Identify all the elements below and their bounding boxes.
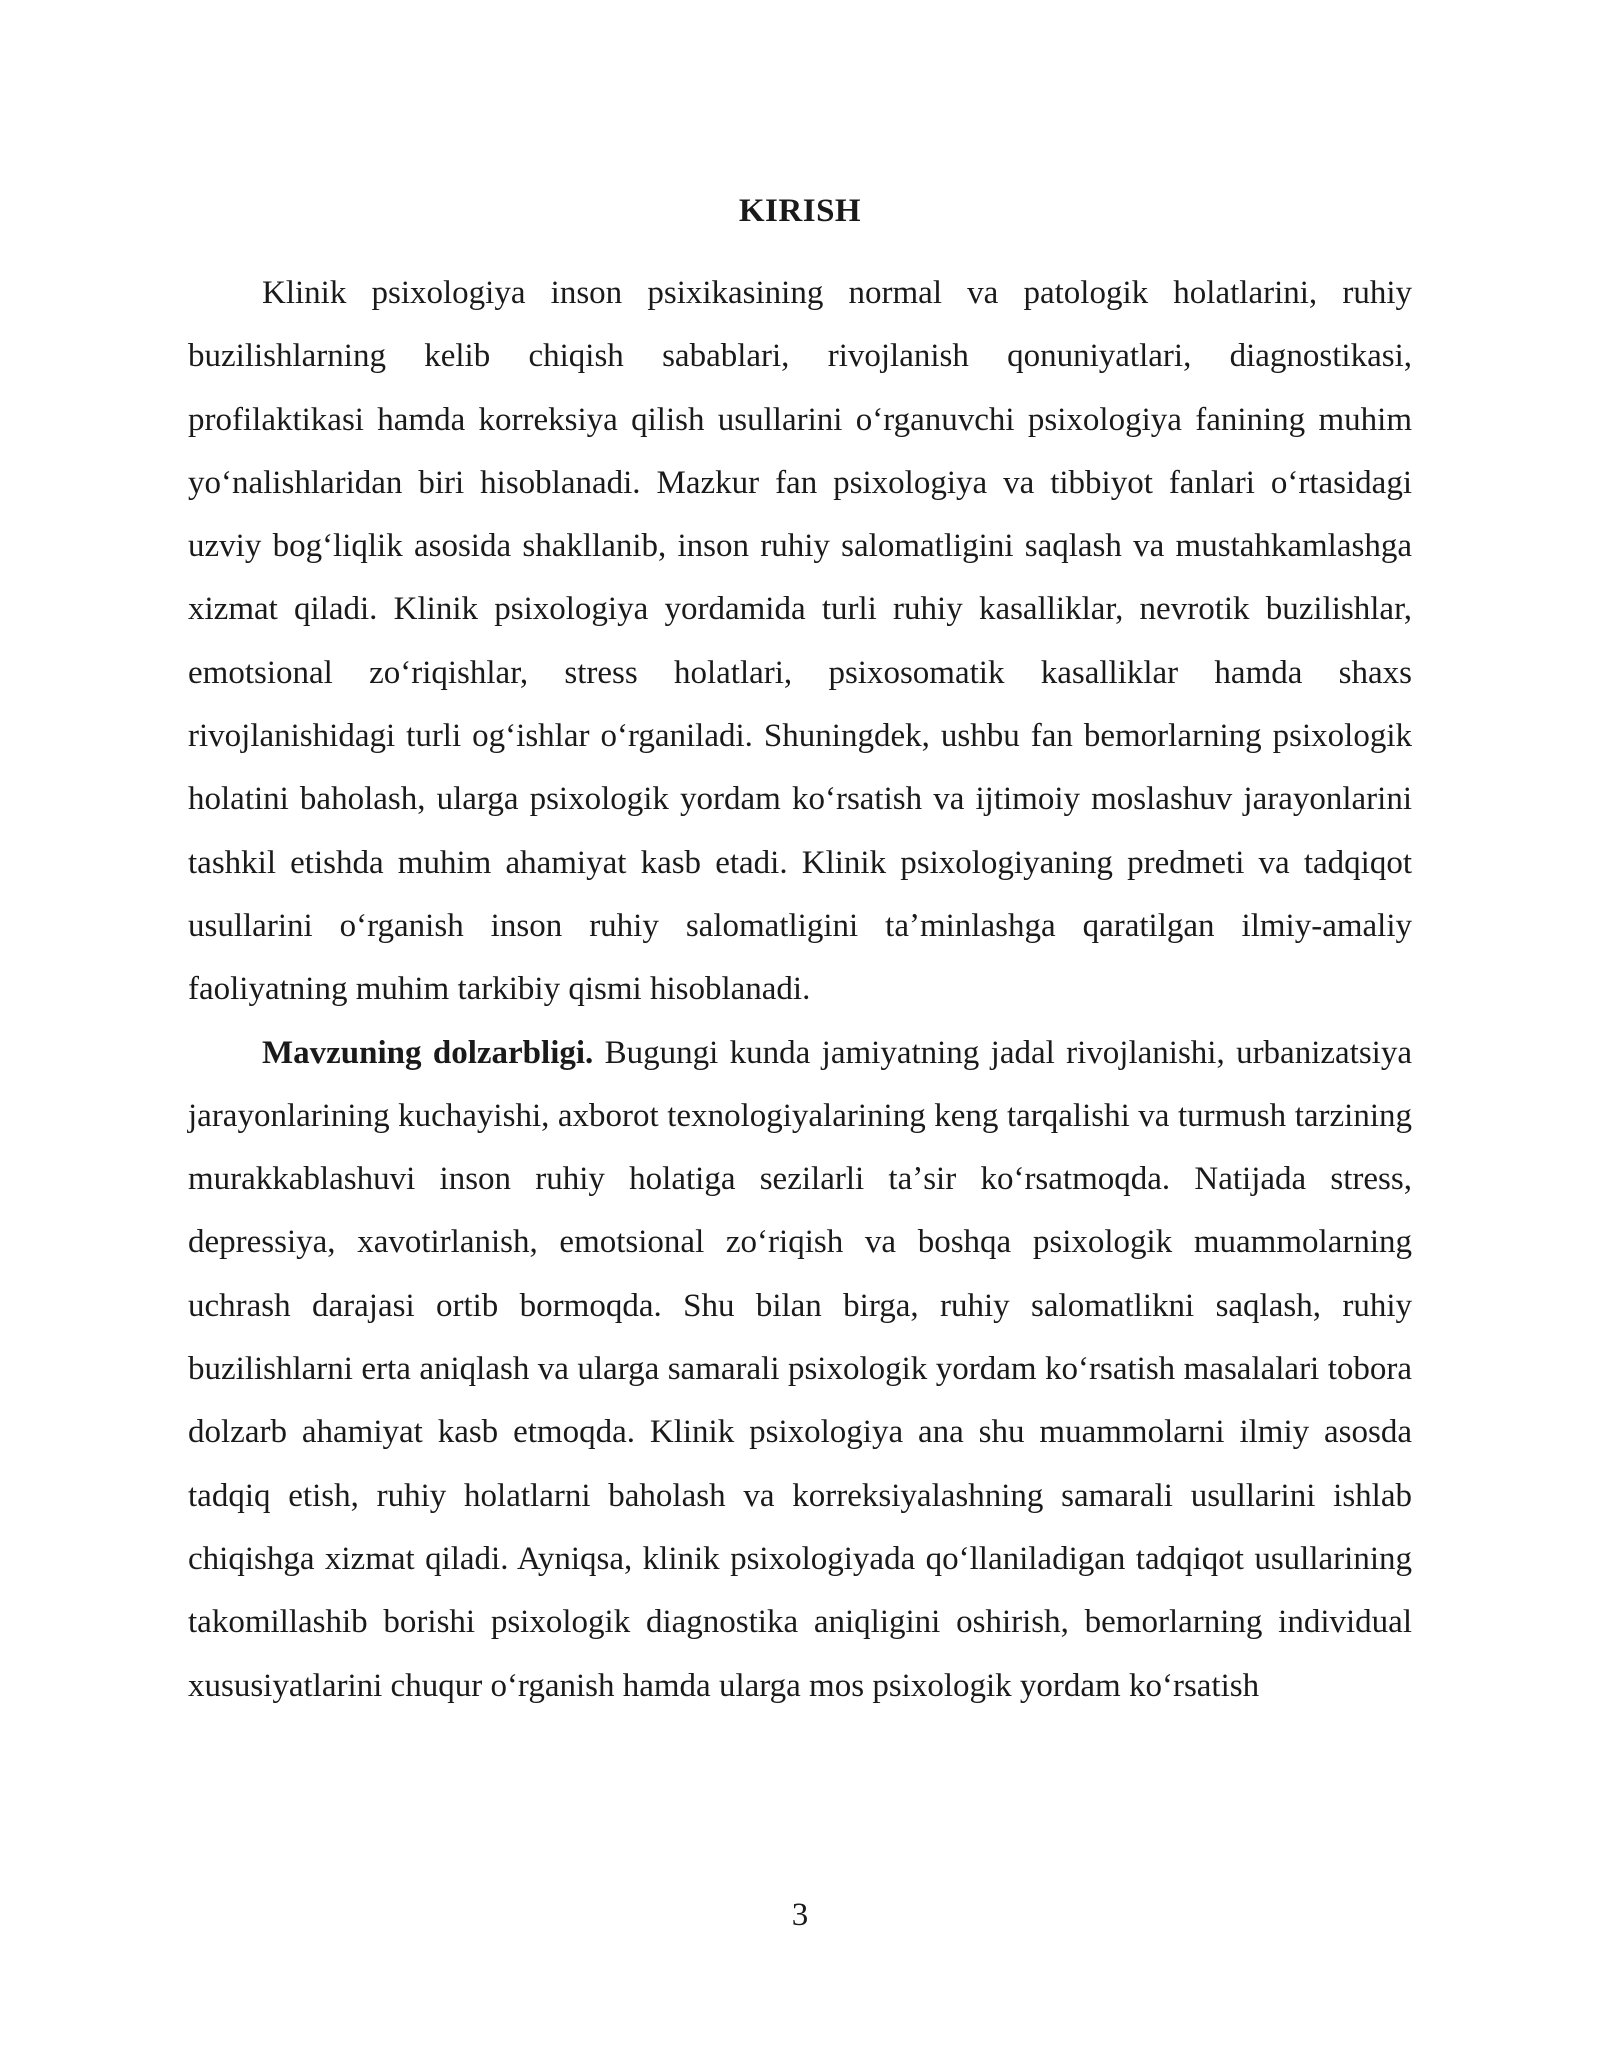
intro-paragraph: Klinik psixologiya inson psixikasining normal va patologik holatlarini, ruhiy buzilishlarning kelib chiqish sabablari, rivojlanish qonuniyatlari, diagnostikasi, profilaktikasi hamda korreksiya qilish usullarini oʻrganuvchi psixologiya fanining muhim yoʻnalishlaridan biri hisoblanadi. Mazkur fan psixologiya va tibbiyot fanlari oʻrtasidagi uzviy bogʻliqlik asosida shakllanib, inson ruhiy salomatligini saqlash va mustahkamlashga xizmat qiladi. Klinik psixologiya yordamida turli ruhiy kasalliklar, nevrotik buzilishlar, emotsional zoʻriqishlar, stress holatlari, psixosomatik kasalliklar hamda shaxs rivojlanishidagi turli ogʻishlar oʻrganiladi. Shuningdek, ushbu fan bemorlarning psixologik holatini baholash, ularga psixologik yordam koʻrsatish va ijtimoiy moslashuv jarayonlarini tashkil etishda muhim ahamiyat kasb etadi. Klinik psixologiyaning predmeti va tadqiqot usullarini oʻrganish inson ruhiy salomatligini taʼminlashga qaratilgan ilmiy-amaliy faoliyatning muhim tarkibiy qismi hisoblanadi. [188,275,1412,1008]
document-body [188,262,1412,1718]
page-number: 3 [791,1897,809,1933]
relevance-text: Bugungi kunda jamiyatning jadal rivojlanishi, urbanizatsiya jarayonlarining kuchayishi, axborot texnologiyalarining keng tarqalishi va turmush tarzining murakkablashuvi inson ruhiy holatiga sezilarli taʼsir koʻrsatmoqda. Natijada stress, depressiya, xavotirlanish, emotsional zoʻriqish va boshqa psixologik muammolarning uchrash darajasi ortib bormoqda. Shu bilan birga, ruhiy salomatlikni saqlash, ruhiy buzilishlarni erta aniqlash va ularga samarali psixologik yordam koʻrsatish masalalari tobora dolzarb ahamiyat kasb etmoqda. Klinik psixologiya ana shu muammolarni ilmiy asosda tadqiq etish, ruhiy holatlarni baholash va korreksiyalashning samarali usullarini ishlab chiqishga xizmat qiladi. Ayniqsa, klinik psixologiyada qoʻllaniladigan tadqiqot usullarining takomillashib borishi psixologik diagnostika aniqligini oshirish, bemorlarning individual xususiyatlarini chuqur oʻrganish hamda ularga mos psixologik yordam koʻrsatish [188,1034,1412,1704]
page-title: KIRISH [738,193,862,229]
relevance-heading: Mavzuning dolzarbligi. [262,1034,594,1071]
relevance-paragraph [188,1022,1412,1718]
